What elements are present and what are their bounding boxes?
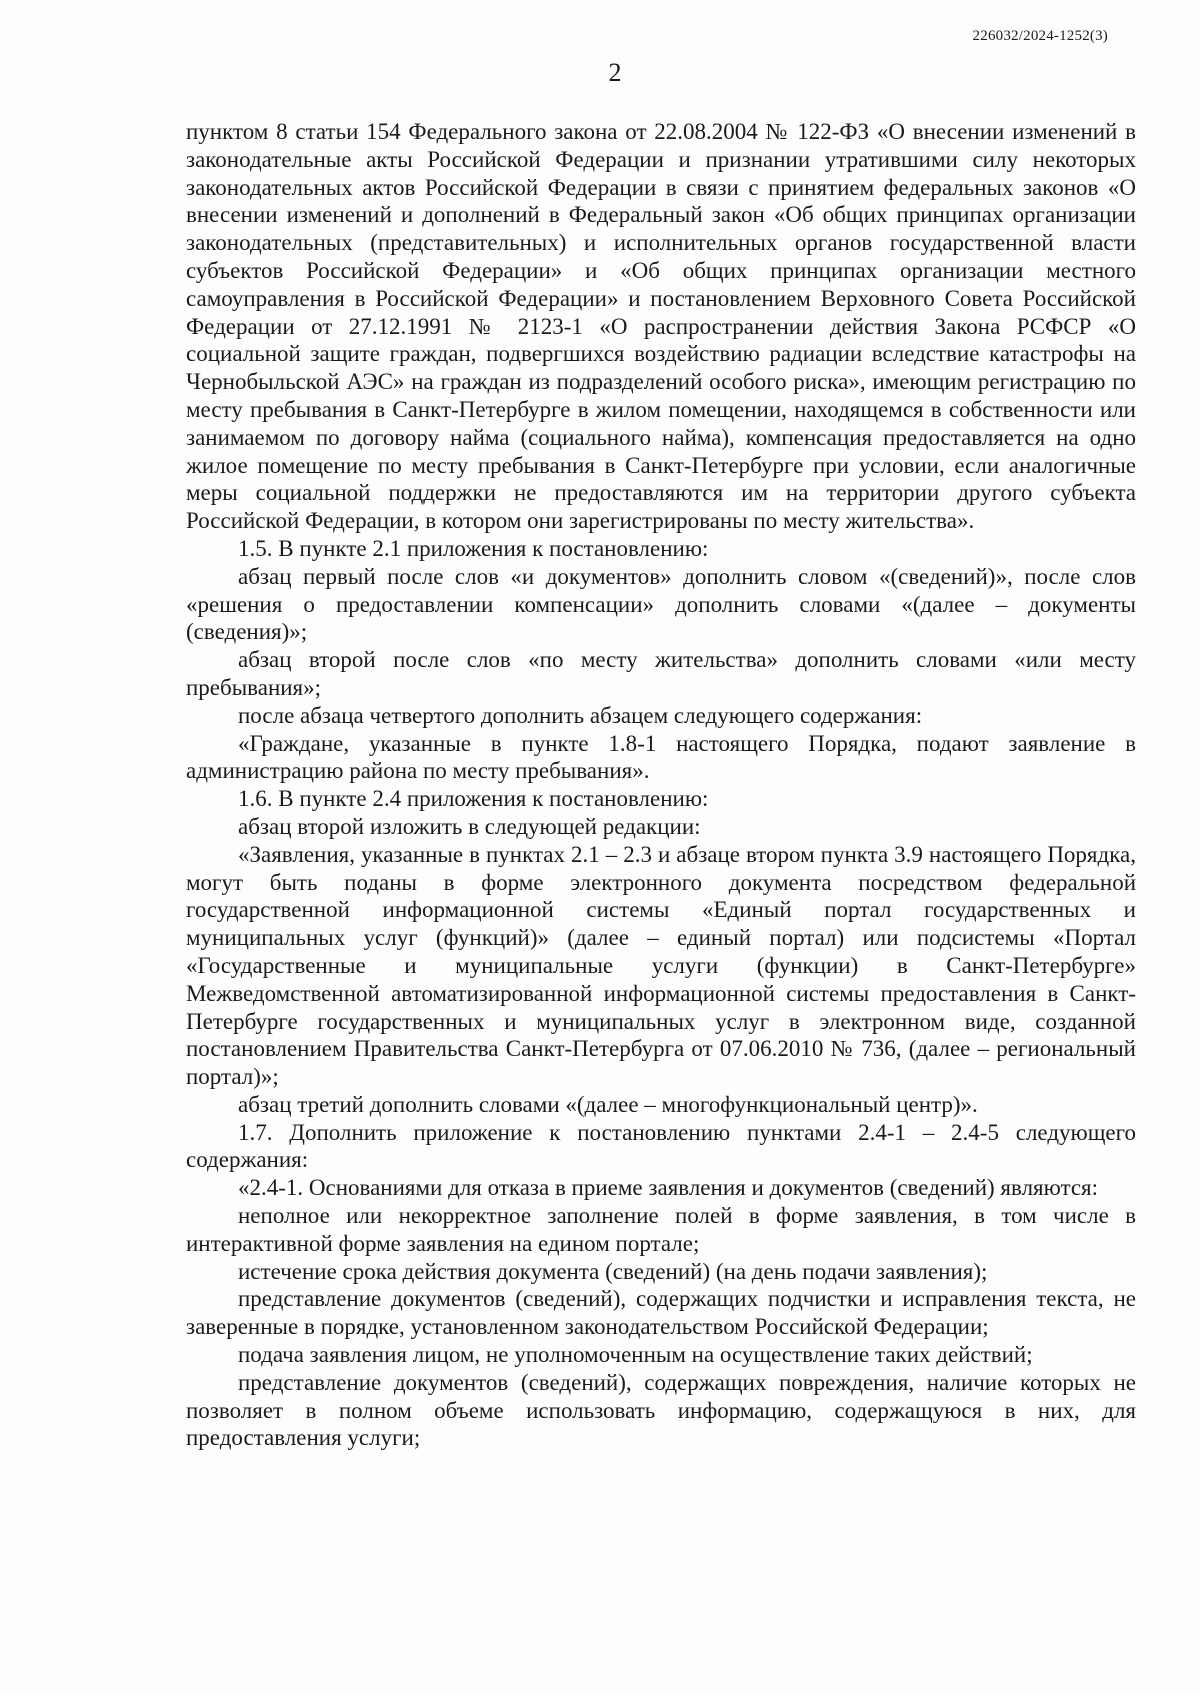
body-paragraph: «Заявления, указанные в пунктах 2.1 – 2.3 и абзаце втором пункта 3.9 настоящего Порядка, могут быть поданы в форме электронного документа посредством федеральной государственной информационной системы «Единый портал государственных и муниципальных услуг (функций)» (далее – единый портал) или подсистемы «Портал «Государственные и муниципальные услуги (функции) в Санкт-Петербурге» Межведомственной автоматизированной информационной системы предоставления в Санкт-Петербурге государственных и муниципальных услуг в электронном виде, созданной постановлением Правительства Санкт-Петербурга от 07.06.2010 № 736, (далее – региональный портал)»; xyxy=(186,841,1136,1090)
body-paragraph: подача заявления лицом, не уполномоченным на осуществление таких действий; xyxy=(238,1342,1033,1368)
body-paragraph: представление документов (сведений), содержащих повреждения, наличие которых не позволяет в полном объеме использовать информацию, содержащуюся в них, для предоставления услуги; xyxy=(186,1369,1136,1451)
section-1-7-heading: 1.7. Дополнить приложение к постановлению пунктами 2.4-1 – 2.4-5 следующего содержания: xyxy=(186,1119,1136,1173)
body-paragraph: неполное или некорректное заполнение полей в форме заявления, в том числе в интерактивной форме заявления на едином портале; xyxy=(186,1203,1136,1256)
body-paragraph: «Граждане, указанные в пункте 1.8-1 настоящего Порядка, подают заявление в администрацию района по месту пребывания». xyxy=(186,730,1136,784)
body-paragraph: истечение срока действия документа (сведений) (на день подачи заявления); xyxy=(238,1258,988,1284)
section-1-6-heading: 1.6. В пункте 2.4 приложения к постановлению: xyxy=(238,786,709,812)
body-paragraph: абзац второй изложить в следующей редакции: xyxy=(238,813,701,839)
body-paragraph: «2.4-1. Основаниями для отказа в приеме заявления и документов (сведений) являются: xyxy=(238,1175,1099,1201)
body-paragraph: после абзаца четвертого дополнить абзацем следующего содержания: xyxy=(238,702,923,728)
body-paragraph: представление документов (сведений), содержащих подчистки и исправления текста, не заверенные в порядке, установленном законодательством Российской Федерации; xyxy=(186,1286,1136,1340)
document-registration-number: 226032/2024-1252(3) xyxy=(972,28,1108,44)
section-1-5-heading: 1.5. В пункте 2.1 приложения к постановлению: xyxy=(238,535,709,561)
body-paragraph: абзац второй после слов «по месту жительства» дополнить словами «или месту пребывания»; xyxy=(186,647,1136,700)
document-body xyxy=(186,118,1136,1452)
page-number: 2 xyxy=(608,58,622,87)
body-paragraph: абзац третий дополнить словами «(далее – многофункциональный центр)». xyxy=(238,1091,978,1117)
body-paragraph: абзац первый после слов «и документов» дополнить словом «(сведений)», после слов «решения о предоставлении компенсации» дополнить словами «(далее – документы (сведения)»; xyxy=(186,563,1136,645)
body-paragraph: пунктом 8 статьи 154 Федерального закона от 22.08.2004 № 122-ФЗ «О внесении изменений в законодательные акты Российской Федерации и признании утратившими силу некоторых законодательных актов Российской Федерации в связи с принятием федеральных законов «О внесении изменений и дополнений в Федеральный закон «Об общих принципах организации законодательных (представительных) и исполнительных органов государственной власти субъектов Российской Федерации» и «Об общих принципах организации местного самоуправления в Российской Федерации» и постановлением Верховного Совета Российской Федерации от 27.12.1991 № 2123-1 «О распространении действия Закона РСФСР «О социальной защите граждан, подвергшихся воздействию радиации вследствие катастрофы на Чернобыльской АЭС» на граждан из подразделений особого риска», имеющим регистрацию по месту пребывания в Санкт-Петербурге в жилом помещении, находящемся в собственности или занимаемом по договору найма (социального найма), компенсация предоставляется на одно жилое помещение по месту пребывания в Санкт-Петербурге при условии, если аналогичные меры социальной поддержки не предоставляются им на территории другого субъекта Российской Федерации, в котором они зарегистрированы по месту жительства». xyxy=(186,119,1136,534)
